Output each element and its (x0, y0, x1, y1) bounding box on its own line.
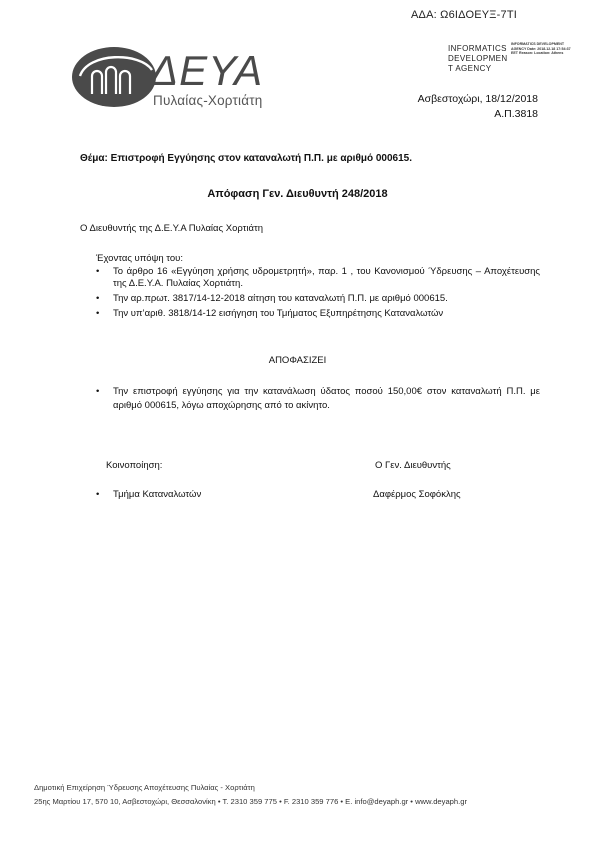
list-item: • Την αρ.πρωτ. 3817/14-12-2018 αίτηση του καταναλωτή Π.Π. με αριθμό 000615. (96, 293, 540, 305)
signer-name: Δαφέρμος Σοφόκλης (373, 489, 461, 500)
stamp-fine-print: INFORMATICS DEVELOPMENT AGENCY Date: 2018.12.18 17:54:37 EET Reason: Location: Athens (511, 42, 571, 56)
considerations-list (96, 266, 540, 323)
signer-title: Ο Γεν. Διευθυντής (375, 460, 451, 471)
stamp-line: DEVELOPMEN (448, 54, 508, 63)
director-line: Ο Διευθυντής της Δ.Ε.Υ.Α Πυλαίας Χορτιάτη (80, 223, 264, 234)
list-item: • Το άρθρο 16 «Εγγύηση χρήσης υδρομετρητή», παρ. 1 , του Κανονισμού Ύδρευσης – Αποχέτευσης της Δ.Ε.Υ.Α. Πυλαίας Χορτιάτη. (96, 266, 540, 290)
decides-heading: ΑΠΟΦΑΣΙΖΕΙ (268, 355, 327, 366)
notification-label: Κοινοποίηση: (106, 460, 163, 471)
list-item: • Τμήμα Καταναλωτών (96, 489, 316, 501)
considering-heading: Έχοντας υπόψη του: (96, 253, 184, 264)
signature-stamp (448, 44, 508, 74)
stamp-line: INFORMATICS (448, 44, 507, 53)
list-item: • Την υπ’αριθ. 3818/14-12 εισήγηση του Τμήματος Εξυπηρέτησης Καταναλωτών (96, 308, 540, 320)
logo-subtitle: Πυλαίας-Χορτιάτη (153, 93, 263, 108)
decision-title: Απόφαση Γεν. Διευθυντή 248/2018 (207, 188, 388, 200)
footer-contact: 25ης Μαρτίου 17, 570 10, Ασβεστοχώρι, Θεσσαλονίκη • Τ. 2310 359 775 • F. 2310 359 776 • E. info@deyaph.gr • www.deyaph.gr (34, 797, 467, 806)
decision-list (96, 385, 540, 413)
stamp-line: T AGENCY (448, 64, 492, 73)
protocol-number: Α.Π.3818 (494, 108, 538, 120)
place-date: Ασβεστοχώρι, 18/12/2018 (417, 93, 538, 105)
footer-org: Δημοτική Επιχείρηση Ύδρευσης Αποχέτευσης Πυλαίας - Χορτιάτη (34, 783, 255, 792)
list-item: • Την επιστροφή εγγύησης για την κατανάλωση ύδατος ποσού 150,00€ στον καταναλωτή Π.Π. με αριθμό 000615, λόγω αποχώρησης από το ακίνητο. (96, 385, 540, 413)
subject-line: Θέμα: Επιστροφή Εγγύησης στον καταναλωτή Π.Π. με αριθμό 000615. (80, 153, 413, 164)
notification-list (96, 489, 316, 501)
ada-code: ΑΔΑ: Ω6ΙΔΟΕΥΞ-7ΤΙ (411, 9, 517, 21)
logo-wordmark: ΔΕΥΑ (150, 47, 264, 94)
